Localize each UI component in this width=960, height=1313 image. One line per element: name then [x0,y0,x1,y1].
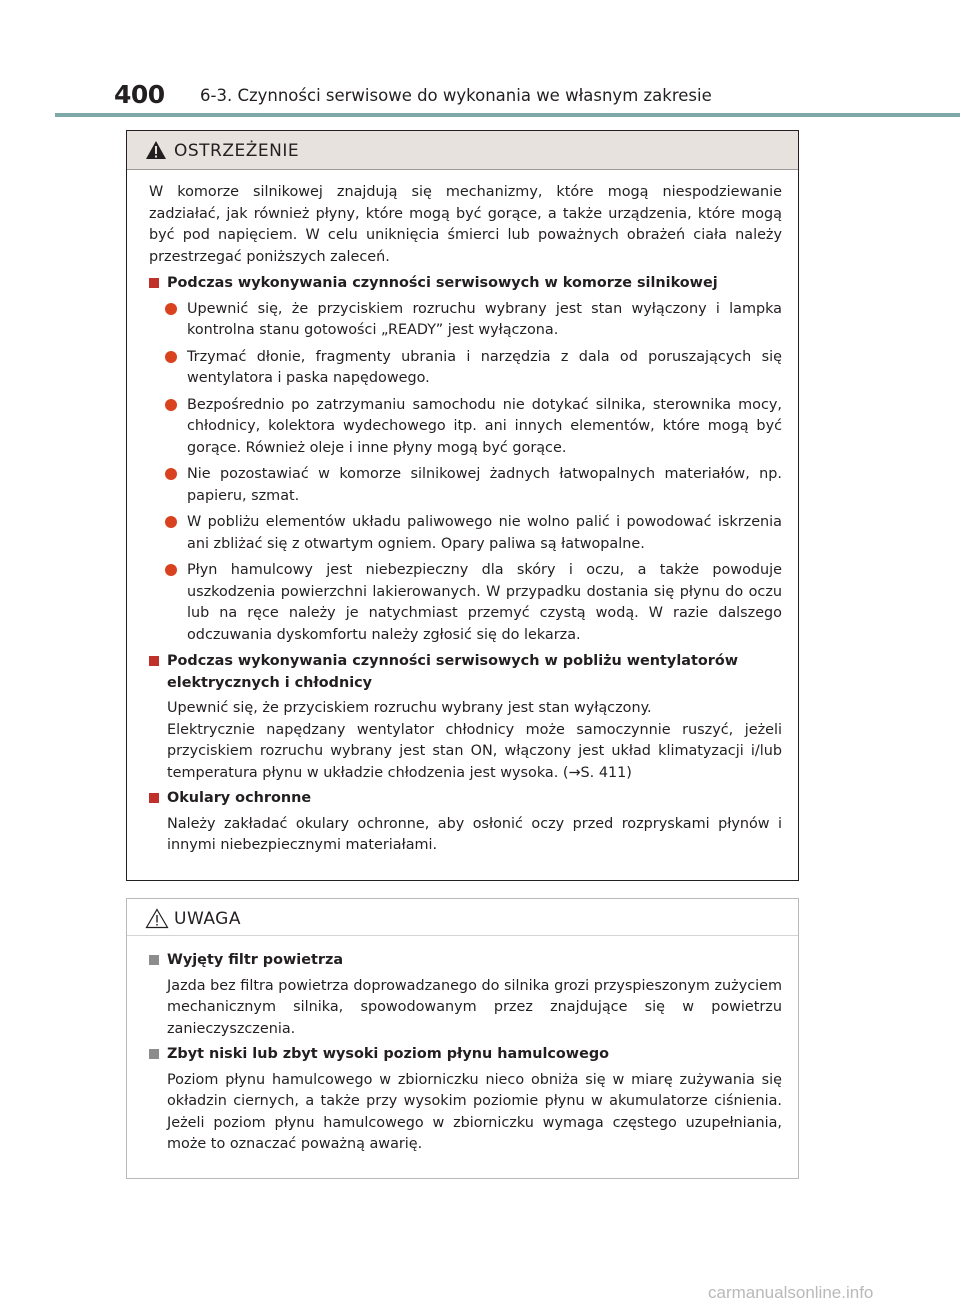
round-bullet-icon [165,468,177,480]
square-bullet-icon [149,1049,159,1059]
bullet-text: W pobliżu elementów układu paliwowego nie wolno palić i powodować iskrzenia ani zbliżać się z otwartym ogniem. Opary paliwa są łatwopalne. [187,514,782,552]
warning-section-heading [149,788,782,810]
warning-intro: W komorze silnikowej znajdują się mechanizmy, które mogą niespodziewanie zadziałać, jak również płyny, które mogą być gorące, a także urządzenia, które mogą być pod napięciem. W celu uniknięcia śmierci lub poważnych obrażeń ciała należy przestrzegać poniższych zaleceń. [149,184,782,265]
notice-box [126,898,799,1179]
warning-section-heading [149,651,782,694]
list-item [149,464,782,507]
round-bullet-icon [165,303,177,315]
list-item [149,512,782,555]
paragraph [149,698,782,784]
warning-header [127,131,798,170]
warning-section3-title: Okulary ochronne [167,790,312,806]
notice-section1-title: Wyjęty filtr powietrza [167,952,344,968]
section-title: 6-3. Czynności serwisowe do wykonania we własnym zakresie [200,86,712,105]
bullet-text: Upewnić się, że przyciskiem rozruchu wybrany jest stan wyłączony i lampka kontrolna stanu gotowości „READY” jest wyłączona. [187,300,782,338]
square-bullet-icon [149,955,159,965]
list-item [149,395,782,460]
paragraph: Jazda bez filtra powietrza doprowadzanego do silnika grozi przyspieszonym zużyciem mechanicznym silnika, spowodowanym przez znajdujące się w powietrzu zanieczyszczenia. [167,977,782,1037]
warning-section2-title: Podczas wykonywania czynności serwisowych w pobliżu wentylatorów elektrycznych i chłodnicy [167,653,739,691]
list-item [149,560,782,646]
page-number: 400 [114,80,165,109]
paragraph: Poziom płynu hamulcowego w zbiorniczku nieco obniża się w miarę zużywania się okładzin ciernych, a także przy wysokim poziomie płynu w akumulatorze ciśnienia. Jeżeli poziom płynu hamulcowego w zbiorniczku wymaga częstego uzupełniania, może to oznaczać poważną awarię. [167,1071,782,1152]
watermark: carmanualsonline.info [708,1283,874,1302]
round-bullet-icon [165,564,177,576]
square-bullet-icon [149,278,159,288]
notice-header [127,899,798,936]
list-item [149,347,782,390]
paragraph-line2: Elektrycznie napędzany wentylator chłodnicy może samoczynnie ruszyć, jeżeli przyciskiem rozruchu wybrany jest stan ON, włączony jest układ klimatyzacji i/lub temperatura płynu w układzie chłodzenia jest wysoka. (→S. 411) [167,721,782,781]
notice-section2-title: Zbyt niski lub zbyt wysoki poziom płynu hamulcowego [167,1046,610,1062]
bullet-text: Trzymać dłonie, fragmenty ubrania i narzędzia z dala od poruszających się wentylatora i paska napędowego. [187,348,782,386]
caution-triangle-icon [145,908,169,929]
notice-section-heading [149,950,782,972]
bullet-text: Płyn hamulcowy jest niebezpieczny dla skóry i oczu, a także powoduje uszkodzenia powierzchni lakierowanych. W przypadku dostania się płynu do oczu lub na ręce należy je natychmiast przemyć czystą wodą. W razie dalszego odczuwania dyskomfortu należy zgłosić się do lekarza. [187,562,782,643]
notice-title: UWAGA [174,909,241,929]
square-bullet-icon [149,793,159,803]
warning-title: OSTRZEŻENIE [174,141,300,161]
list-item [149,299,782,342]
bullet-text: Bezpośrednio po zatrzymaniu samochodu nie dotykać silnika, sterownika mocy, chłodnicy, kolektora wydechowego itp. ani innych elementów, które mogą być gorące. Również oleje i inne płyny mogą być gorące. [187,396,782,456]
notice-body [127,936,798,1156]
paragraph: Należy zakładać okulary ochronne, aby osłonić oczy przed rozpryskami płynów i innymi niebezpiecznymi materiałami. [167,815,782,853]
warning-box [126,130,799,881]
bullet-text: Nie pozostawiać w komorze silnikowej żadnych łatwopalnych materiałów, np. papieru, szmat. [187,466,782,504]
round-bullet-icon [165,399,177,411]
page-header [0,0,960,120]
round-bullet-icon [165,351,177,363]
warning-body [127,170,798,857]
square-bullet-icon [149,656,159,666]
warning-section1-title: Podczas wykonywania czynności serwisowych w komorze silnikowej [167,275,718,291]
header-divider [55,113,960,117]
paragraph-line1: Upewnić się, że przyciskiem rozruchu wybrany jest stan wyłączony. [167,700,652,716]
warning-section-heading [149,273,782,295]
notice-section-heading [149,1044,782,1066]
round-bullet-icon [165,516,177,528]
warning-triangle-icon [145,140,167,160]
